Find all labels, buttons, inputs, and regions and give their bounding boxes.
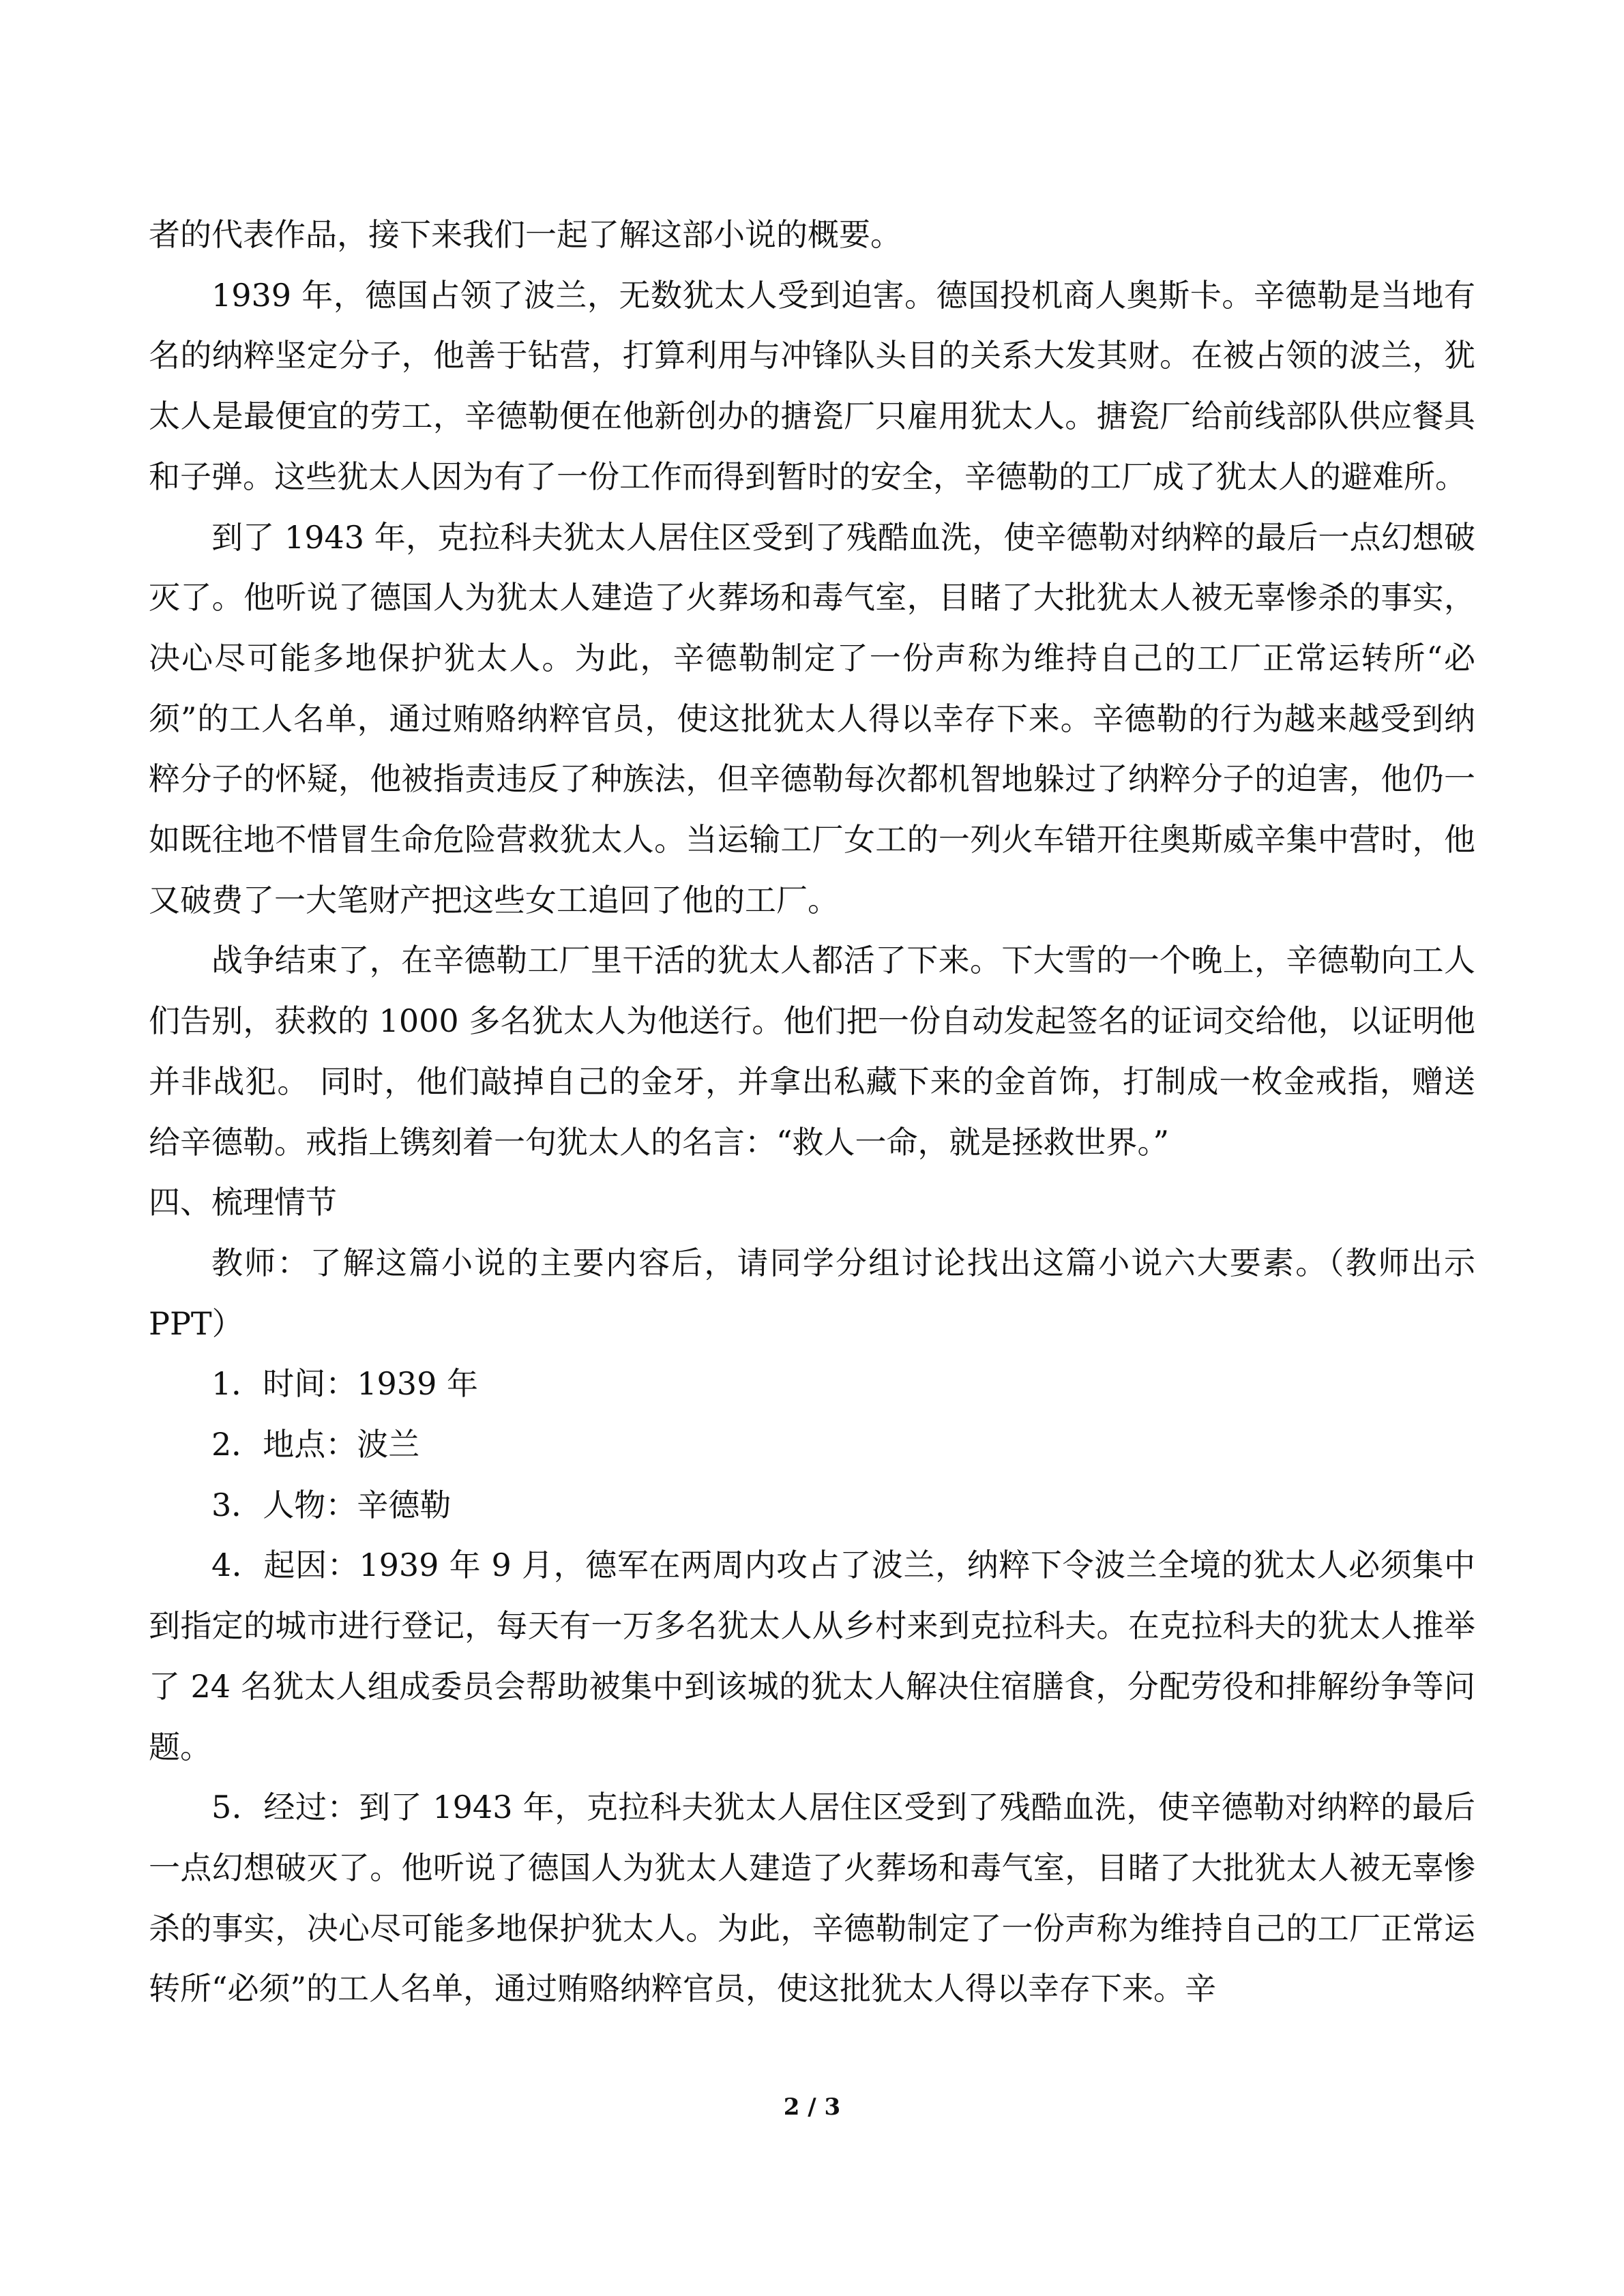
document-body xyxy=(149,205,1475,2019)
list-item-character: 3．人物：辛德勒 xyxy=(211,1486,452,1523)
paragraph-summary-1939: 1939 年，德国占领了波兰，无数犹太人受到迫害。德国投机商人奥斯卡。辛德勒是当地有名的纳粹坚定分子，他善于钻营，打算利用与冲锋队头目的关系大发其财。在被占领的波兰，犹太人是最便宜的劳工，辛德勒便在他新创办的搪瓷厂只雇用犹太人。搪瓷厂给前线部队供应餐具和子弹。这些犹太人因为有了一份工作而得到暂时的安全，辛德勒的工厂成了犹太人的避难所。 xyxy=(149,276,1475,495)
list-item-process: 5．经过：到了 1943 年，克拉科夫犹太人居住区受到了残酷血洗，使辛德勒对纳粹的最后一点幻想破灭了。他听说了德国人为犹太人建造了火葬场和毒气室，目睹了大批犹太人被无辜惨杀的事实，决心尽可能多地保护犹太人。为此，辛德勒制定了一份声称为维持自己的工厂正常运转所“必须”的工人名单，通过贿赂纳粹官员，使这批犹太人得以幸存下来。辛 xyxy=(149,1789,1475,2008)
paragraph-intro-continuation: 者的代表作品，接下来我们一起了解这部小说的概要。 xyxy=(149,216,902,253)
paragraph-summary-war-end: 战争结束了，在辛德勒工厂里干活的犹太人都活了下来。下大雪的一个晚上，辛德勒向工人们告别，获救的 1000 多名犹太人为他送行。他们把一份自动发起签名的证词交给他，以证明他并非战犯。 同时，他们敲掉自己的金牙，并拿出私藏下来的金首饰，打制成一枚金戒指，赠送给辛德勒。戒指上镌刻着一句犹太人的名言：“救人一命，就是拯救世界。” xyxy=(149,942,1475,1161)
paragraph-teacher-instruction: 教师：了解这篇小说的主要内容后，请同学分组讨论找出这篇小说六大要素。（教师出示 PPT） xyxy=(149,1244,1475,1342)
page-number: 2 / 3 xyxy=(783,2093,841,2121)
section-heading-plot: 四、梳理情节 xyxy=(149,1184,337,1221)
list-item-cause: 4．起因：1939 年 9 月，德军在两周内攻占了波兰，纳粹下令波兰全境的犹太人必须集中到指定的城市进行登记，每天有一万多名犹太人从乡村来到克拉科夫。在克拉科夫的犹太人推举了 24 名犹太人组成委员会帮助被集中到该城的犹太人解决住宿膳食，分配劳役和排解纷争等问题。 xyxy=(149,1547,1475,1765)
list-item-place: 2．地点：波兰 xyxy=(211,1426,420,1463)
paragraph-summary-1943: 到了 1943 年，克拉科夫犹太人居住区受到了残酷血洗，使辛德勒对纳粹的最后一点幻想破灭了。他听说了德国人为犹太人建造了火葬场和毒气室，目睹了大批犹太人被无辜惨杀的事实，决心尽可能多地保护犹太人。为此，辛德勒制定了一份声称为维持自己的工厂正常运转所“必须”的工人名单，通过贿赂纳粹官员，使这批犹太人得以幸存下来。辛德勒的行为越来越受到纳粹分子的怀疑，他被指责违反了种族法，但辛德勒每次都机智地躲过了纳粹分子的迫害，他仍一如既往地不惜冒生命危险营救犹太人。当运输工厂女工的一列火车错开往奥斯威辛集中营时，他又破费了一大笔财产把这些女工追回了他的工厂。 xyxy=(149,518,1475,919)
list-item-time: 1．时间：1939 年 xyxy=(211,1365,478,1403)
